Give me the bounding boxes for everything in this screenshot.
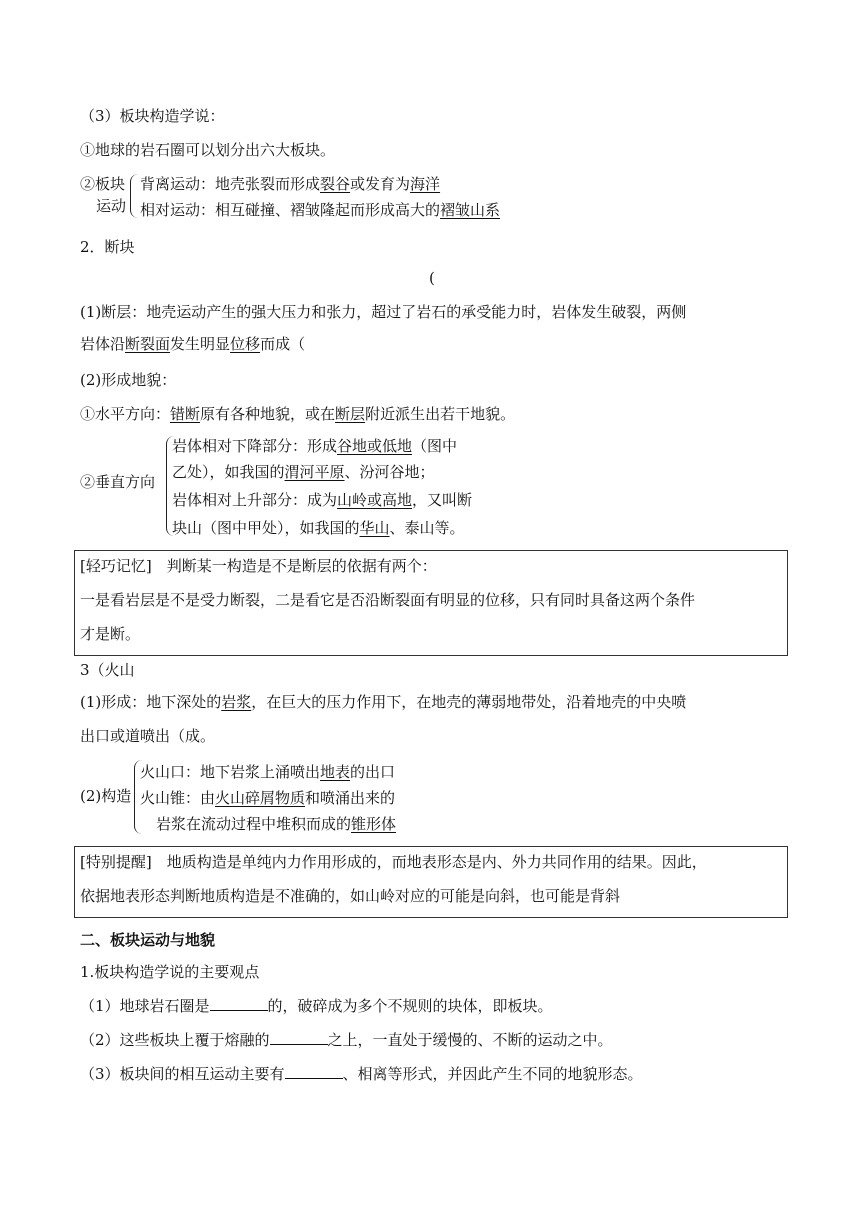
text: ，又叫断	[412, 491, 473, 509]
text: ，在巨大的压力作用下，在地壳的薄弱地带处，沿着地壳的中央喷	[251, 693, 687, 711]
text: 火山锥：由	[140, 789, 216, 807]
text: 或发育为	[350, 175, 411, 193]
underlined-term: 错断	[170, 405, 201, 423]
answer-blank[interactable]	[210, 996, 268, 1011]
text: 岩浆在流动过程中堆积而成的	[156, 815, 352, 833]
tip-line	[80, 886, 620, 906]
text: （图中	[412, 437, 458, 455]
memo-text: [轻巧记忆] 判断某一构造是不是断层的依据有两个：	[80, 557, 437, 575]
text: 的，破碎成为多个不规则的块体，即板块。	[267, 997, 553, 1015]
brace-label-text: ②板块	[80, 175, 126, 193]
section-heading	[80, 660, 135, 680]
text: 岩体相对下降部分：形成	[172, 437, 338, 455]
curly-brace	[130, 174, 139, 218]
brace-row	[140, 174, 440, 194]
brace-row	[140, 762, 395, 782]
underlined-term: 渭河平原	[284, 463, 345, 481]
memo-line	[80, 556, 437, 576]
section-heading-text: 2．断块	[80, 238, 135, 256]
underlined-term: 地表	[320, 763, 351, 781]
tip-text: 依据地表形态判断地质构造是不准确的，如山岭对应的可能是向斜，也可能是背斜	[80, 887, 621, 905]
fill-in-question	[80, 996, 553, 1016]
underlined-term: 断层	[335, 405, 366, 423]
text: 乙处），如我国的	[172, 463, 285, 481]
text: ①水平方向：	[80, 405, 171, 423]
text: （2）这些板块上覆于熔融的	[80, 1031, 270, 1049]
paragraph	[80, 334, 305, 354]
text: 背离运动：地壳张裂而形成	[140, 175, 321, 193]
memo-text: 才是断。	[80, 625, 141, 643]
underlined-term: 褶皱山系	[440, 201, 501, 219]
brace-row	[140, 788, 395, 808]
tip-text: [特别提醒] 地质构造是单纯内力作用形成的，而地表形态是内、外力共同作用的结果。因此，	[80, 853, 707, 871]
paragraph	[80, 726, 215, 746]
sub-heading-text: 1.板块构造学说的主要观点	[80, 963, 260, 981]
text: 、泰山等。	[389, 519, 465, 537]
text: 岩体相对上升部分：成为	[172, 491, 338, 509]
stray-paren	[429, 268, 435, 288]
section-heading	[80, 237, 135, 257]
paragraph	[80, 302, 686, 322]
underlined-term: 谷地或低地	[337, 437, 413, 455]
paragraph	[80, 140, 335, 160]
text: 岩体沿	[80, 335, 126, 353]
memo-line	[80, 624, 140, 644]
tip-line	[80, 852, 707, 872]
underlined-term: 断裂面	[125, 335, 171, 353]
text: 火山口：地下岩浆上涌喷出	[140, 763, 321, 781]
section-heading	[80, 106, 225, 126]
text: 、汾河谷地；	[344, 463, 435, 481]
paragraph-text: 出口或道喷出（成。	[80, 727, 216, 745]
part-heading-text: 二、板块运动与地貌	[80, 931, 216, 949]
paragraph	[80, 692, 686, 712]
brace-row	[172, 462, 435, 482]
part-heading	[80, 930, 215, 950]
brace-label-text: ②垂直方向	[80, 473, 156, 491]
text: 发生明显	[170, 335, 231, 353]
brace-row	[140, 200, 500, 220]
underlined-term: 山岭或高地	[337, 491, 413, 509]
underlined-term: 火山碎屑物质	[215, 789, 306, 807]
text: (	[429, 269, 435, 287]
paragraph-text: (2)形成地貌：	[80, 371, 177, 389]
sub-heading	[80, 962, 259, 982]
text: 和喷涌出来的	[305, 789, 396, 807]
text: 块山（图中甲处），如我国的	[172, 519, 360, 537]
text: 相对运动：相互碰撞、褶皱隆起而形成高大的	[140, 201, 441, 219]
brace-label	[80, 174, 125, 194]
paragraph-text: (1)断层：地壳运动产生的强大压力和张力，超过了岩石的承受能力时，岩体发生破裂，两侧	[80, 303, 687, 321]
memo-text: 一是看岩层是不是受力断裂，二是看它是否沿断裂面有明显的位移，只有同时具备这两个条件	[80, 591, 696, 609]
underlined-term: 海洋	[410, 175, 441, 193]
brace-row	[172, 436, 457, 456]
brace-row	[172, 518, 465, 538]
paragraph-text: ①地球的岩石圈可以划分出六大板块。	[80, 141, 336, 159]
paragraph	[80, 370, 176, 390]
fill-in-question	[80, 1064, 643, 1084]
brace-label	[80, 786, 131, 806]
text: 的出口	[350, 763, 396, 781]
text: （1）地球岩石圈是	[80, 997, 210, 1015]
fill-in-question	[80, 1030, 613, 1050]
section-heading-text: 3（火山	[80, 661, 135, 679]
text: 原有各种地貌，或在	[200, 405, 336, 423]
section-heading-text: （3）板块构造学说：	[80, 107, 225, 125]
brace-row	[156, 814, 396, 834]
text: 之上，一直处于缓慢的、不断的运动之中。	[327, 1031, 613, 1049]
brace-row	[172, 490, 472, 510]
answer-blank[interactable]	[285, 1064, 343, 1079]
memo-line	[80, 590, 695, 610]
underlined-term: 锥形体	[351, 815, 397, 833]
underlined-term: 裂谷	[320, 175, 351, 193]
text: （3）板块间的相互运动主要有	[80, 1065, 285, 1083]
underlined-term: 位移	[230, 335, 261, 353]
brace-label	[96, 196, 126, 216]
text: 附近派生出若干地貌。	[365, 405, 516, 423]
underlined-term: 岩浆	[221, 693, 252, 711]
paragraph	[80, 404, 515, 424]
text: 、相离等形式，并因此产生不同的地貌形态。	[342, 1065, 643, 1083]
brace-label	[80, 472, 155, 492]
underlined-term: 华山	[359, 519, 390, 537]
brace-label-text: 运动	[96, 197, 127, 215]
text: (1)形成：地下深处的	[80, 693, 222, 711]
brace-label-text: (2)构造	[80, 787, 132, 805]
answer-blank[interactable]	[270, 1030, 328, 1045]
text: 而成（	[260, 335, 306, 353]
